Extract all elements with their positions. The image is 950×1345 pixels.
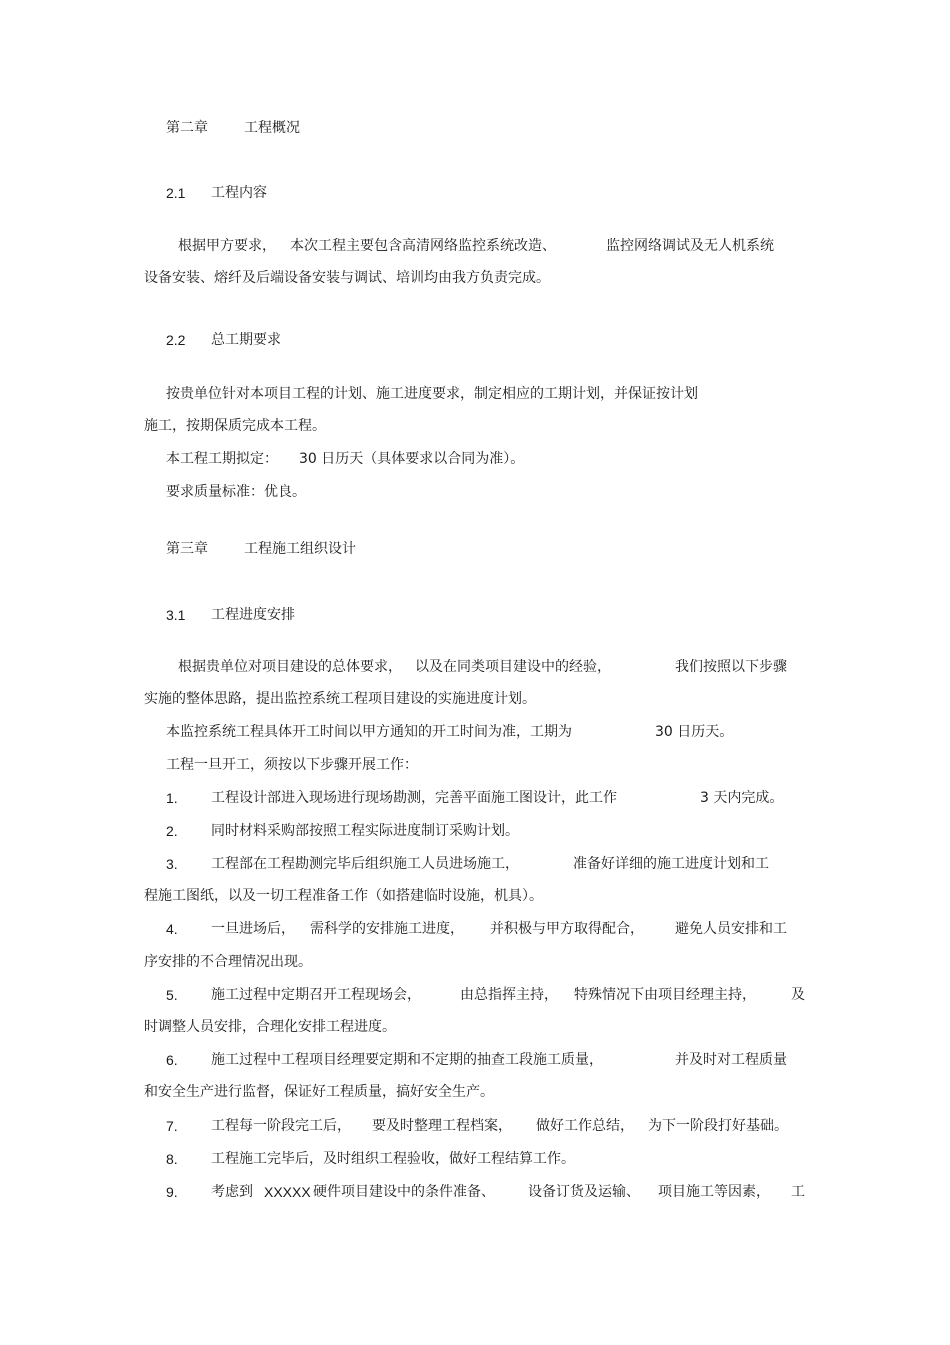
chapter-title: 工程施工组织设计 xyxy=(244,541,356,557)
section-number: 2.1 xyxy=(166,185,186,201)
section-number: 2.2 xyxy=(166,332,186,348)
section-title: 工程进度安排 xyxy=(211,607,295,623)
list-item-text: 考虑到 xyxy=(211,1184,253,1200)
paragraph-text: 本工程工期拟定： xyxy=(166,451,278,467)
chapter-label: 第二章 xyxy=(166,120,208,136)
list-item-text: 施工过程中定期召开工程现场会， xyxy=(211,987,421,1003)
list-number: 7. xyxy=(166,1118,178,1134)
list-item-text: 同时材料采购部按照工程实际进度制订采购计划。 xyxy=(211,823,519,839)
list-number: 3. xyxy=(166,856,178,872)
list-item-text: 时调整人员安排，合理化安排工程进度。 xyxy=(144,1019,396,1035)
list-item-text: 需科学的安排施工进度， xyxy=(310,921,464,937)
list-item-text: 程施工图纸，以及一切工程准备工作（如搭建临时设施，机具）。 xyxy=(144,888,543,904)
list-item-text: 序安排的不合理情况出现。 xyxy=(144,954,312,970)
list-number: 5. xyxy=(166,987,178,1003)
list-item-text: XXXXX xyxy=(264,1184,311,1200)
list-item-text: 特殊情况下由项目经理主持， xyxy=(574,987,756,1003)
list-item-text: 要及时整理工程档案， xyxy=(372,1118,512,1134)
paragraph-text: 我们按照以下步骤 xyxy=(675,659,787,675)
list-item-text: 施工过程中工程项目经理要定期和不定期的抽查工段施工质量， xyxy=(211,1052,603,1068)
paragraph-text: 根据贵单位对项目建设的总体要求， xyxy=(178,659,402,675)
list-item-text: 工程部在工程勘测完毕后组织施工人员进场施工， xyxy=(211,856,519,872)
paragraph-text: 实施的整体思路，提出监控系统工程项目建设的实施进度计划。 xyxy=(144,691,536,707)
section-title: 总工期要求 xyxy=(211,332,281,348)
paragraph-text: 30 日历天。 xyxy=(655,724,734,740)
list-item-text: 工程每一阶段完工后， xyxy=(211,1118,351,1134)
paragraph-text: 监控网络调试及无人机系统 xyxy=(606,238,774,254)
list-item-text: 3 天内完成。 xyxy=(700,790,784,806)
paragraph-text: 以及在同类项目建设中的经验， xyxy=(415,659,611,675)
paragraph-text: 30 日历天（具体要求以合同为准）。 xyxy=(299,451,525,467)
list-item-text: 硬件项目建设中的条件准备、 xyxy=(313,1184,495,1200)
list-item-text: 和安全生产进行监督，保证好工程质量，搞好安全生产。 xyxy=(144,1084,494,1100)
list-item-text: 为下一阶段打好基础。 xyxy=(648,1118,788,1134)
section-number: 3.1 xyxy=(166,607,186,623)
list-item-text: 并及时对工程质量 xyxy=(675,1052,787,1068)
paragraph-text: 本监控系统工程具体开工时间以甲方通知的开工时间为准，工期为 xyxy=(166,724,572,740)
section-title: 工程内容 xyxy=(211,185,267,201)
paragraph-text: 施工，按期保质完成本工程。 xyxy=(144,418,326,434)
list-item-text: 一旦进场后， xyxy=(211,921,295,937)
list-item-text: 并积极与甲方取得配合， xyxy=(490,921,644,937)
list-item-text: 项目施工等因素， xyxy=(658,1184,770,1200)
list-item-text: 工 xyxy=(791,1184,805,1200)
paragraph-text: 根据甲方要求， xyxy=(178,238,276,254)
paragraph-text: 要求质量标准：优良。 xyxy=(166,484,306,500)
paragraph-text: 设备安装、熔纤及后端设备安装与调试、培训均由我方负责完成。 xyxy=(144,270,550,286)
list-item-text: 避免人员安排和工 xyxy=(675,921,787,937)
list-number: 9. xyxy=(166,1184,178,1200)
list-number: 2. xyxy=(166,823,178,839)
list-item-text: 工程施工完毕后，及时组织工程验收，做好工程结算工作。 xyxy=(211,1151,575,1167)
list-item-text: 设备订货及运输、 xyxy=(528,1184,640,1200)
list-item-text: 及 xyxy=(791,987,805,1003)
list-item-text: 工程设计部进入现场进行现场勘测，完善平面施工图设计，此工作 xyxy=(211,790,617,806)
chapter-title: 工程概况 xyxy=(244,120,300,136)
paragraph-text: 本次工程主要包含高清网络监控系统改造、 xyxy=(290,238,556,254)
chapter-label: 第三章 xyxy=(166,541,208,557)
list-number: 4. xyxy=(166,921,178,937)
list-number: 1. xyxy=(166,790,178,806)
list-item-text: 由总指挥主持， xyxy=(460,987,558,1003)
paragraph-text: 按贵单位针对本项目工程的计划、施工进度要求，制定相应的工期计划，并保证按计划 xyxy=(166,386,698,402)
list-item-text: 准备好详细的施工进度计划和工 xyxy=(573,856,769,872)
list-number: 8. xyxy=(166,1151,178,1167)
list-item-text: 做好工作总结， xyxy=(536,1118,634,1134)
list-number: 6. xyxy=(166,1052,178,1068)
paragraph-text: 工程一旦开工，须按以下步骤开展工作： xyxy=(166,757,418,773)
